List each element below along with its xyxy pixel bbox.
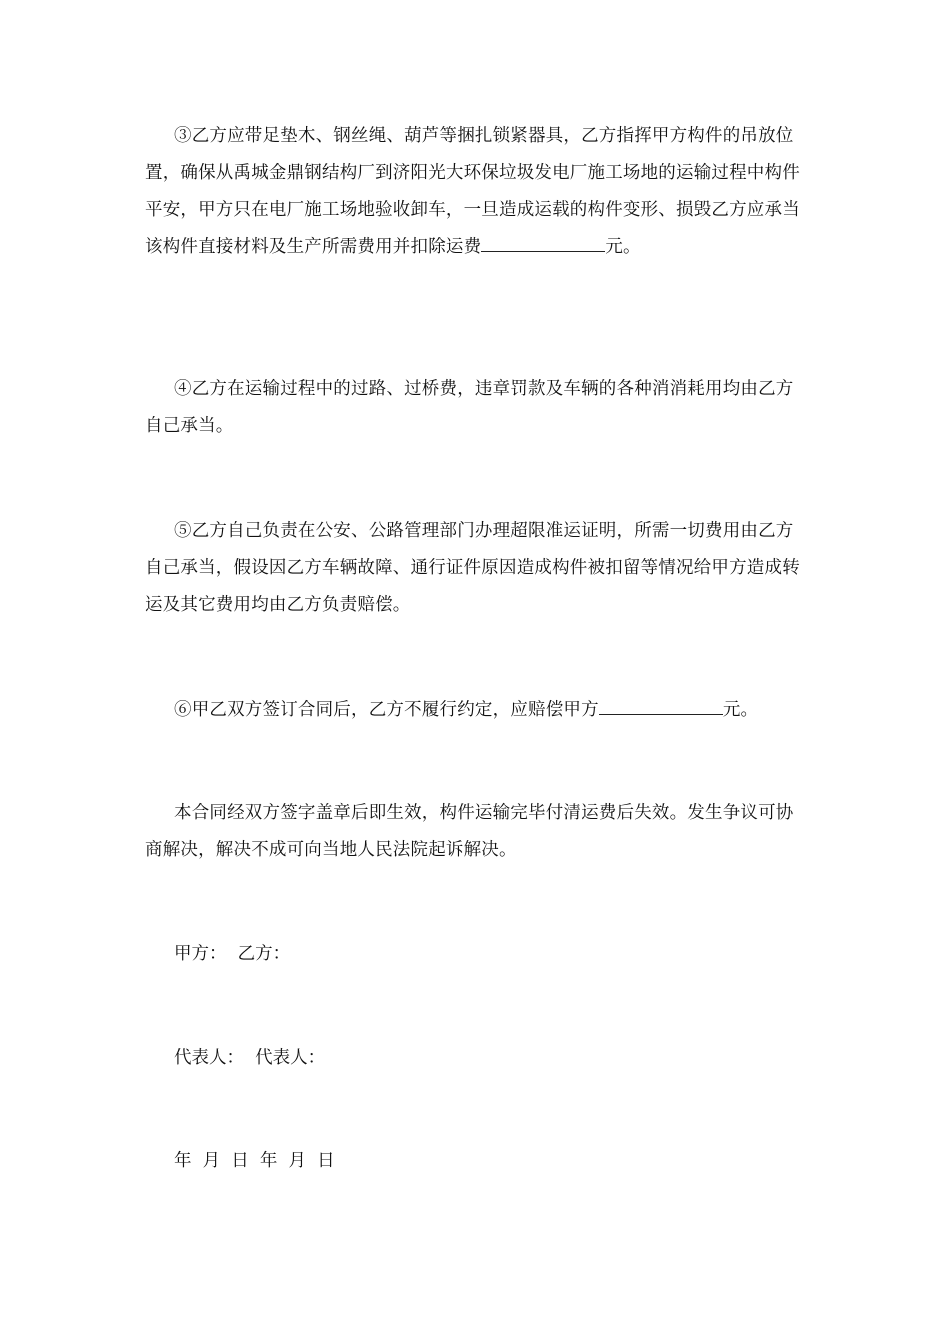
clause-5 [145,513,807,624]
clause-6-text: ⑥甲乙双方签订合同后，乙方不履行约定，应赔偿甲方 [174,700,599,720]
clause-6 [145,692,807,729]
closing-text: 本合同经双方签字盖章后即生效，构件运输完毕付清运费后失效。发生争议可协商解决，解决不成可向当地人民法院起诉解决。 [145,803,794,860]
fee-blank-1 [481,229,605,252]
closing-paragraph [145,795,807,869]
clause-3 [145,118,807,266]
signature-dates: 年 月 日 年 月 日 [174,1151,335,1171]
fee-blank-2 [599,692,723,715]
clause-4 [145,371,807,445]
clause-6-tail: 元。 [722,700,759,720]
clause-4-text: ④乙方在运输过程中的过路、过桥费，违章罚款及车辆的各种消消耗用均由乙方自己承当。 [145,379,794,436]
signature-parties: 甲方： 乙方： [174,944,291,964]
clause-3-text: ③乙方应带足垫木、钢丝绳、葫芦等捆扎锁紧器具，乙方指挥甲方构件的吊放位置，确保从禹城金鼎钢结构厂到济阳光大环保垃圾发电厂施工场地的运输过程中构件平安，甲方只在电厂施工场地验收卸车，一旦造成运载的构件变形、损毁乙方应承当该构件直接材料及生产所需费用并扣除运费 [145,126,800,257]
signature-representatives: 代表人： 代表人： [174,1048,326,1068]
clause-5-text: ⑤乙方自己负责在公安、公路管理部门办理超限准运证明，所需一切费用由乙方自己承当，假设因乙方车辆故障、通行证件原因造成构件被扣留等情况给甲方造成转运及其它费用均由乙方负责赔偿。 [145,521,800,615]
clause-3-tail: 元。 [605,237,641,257]
